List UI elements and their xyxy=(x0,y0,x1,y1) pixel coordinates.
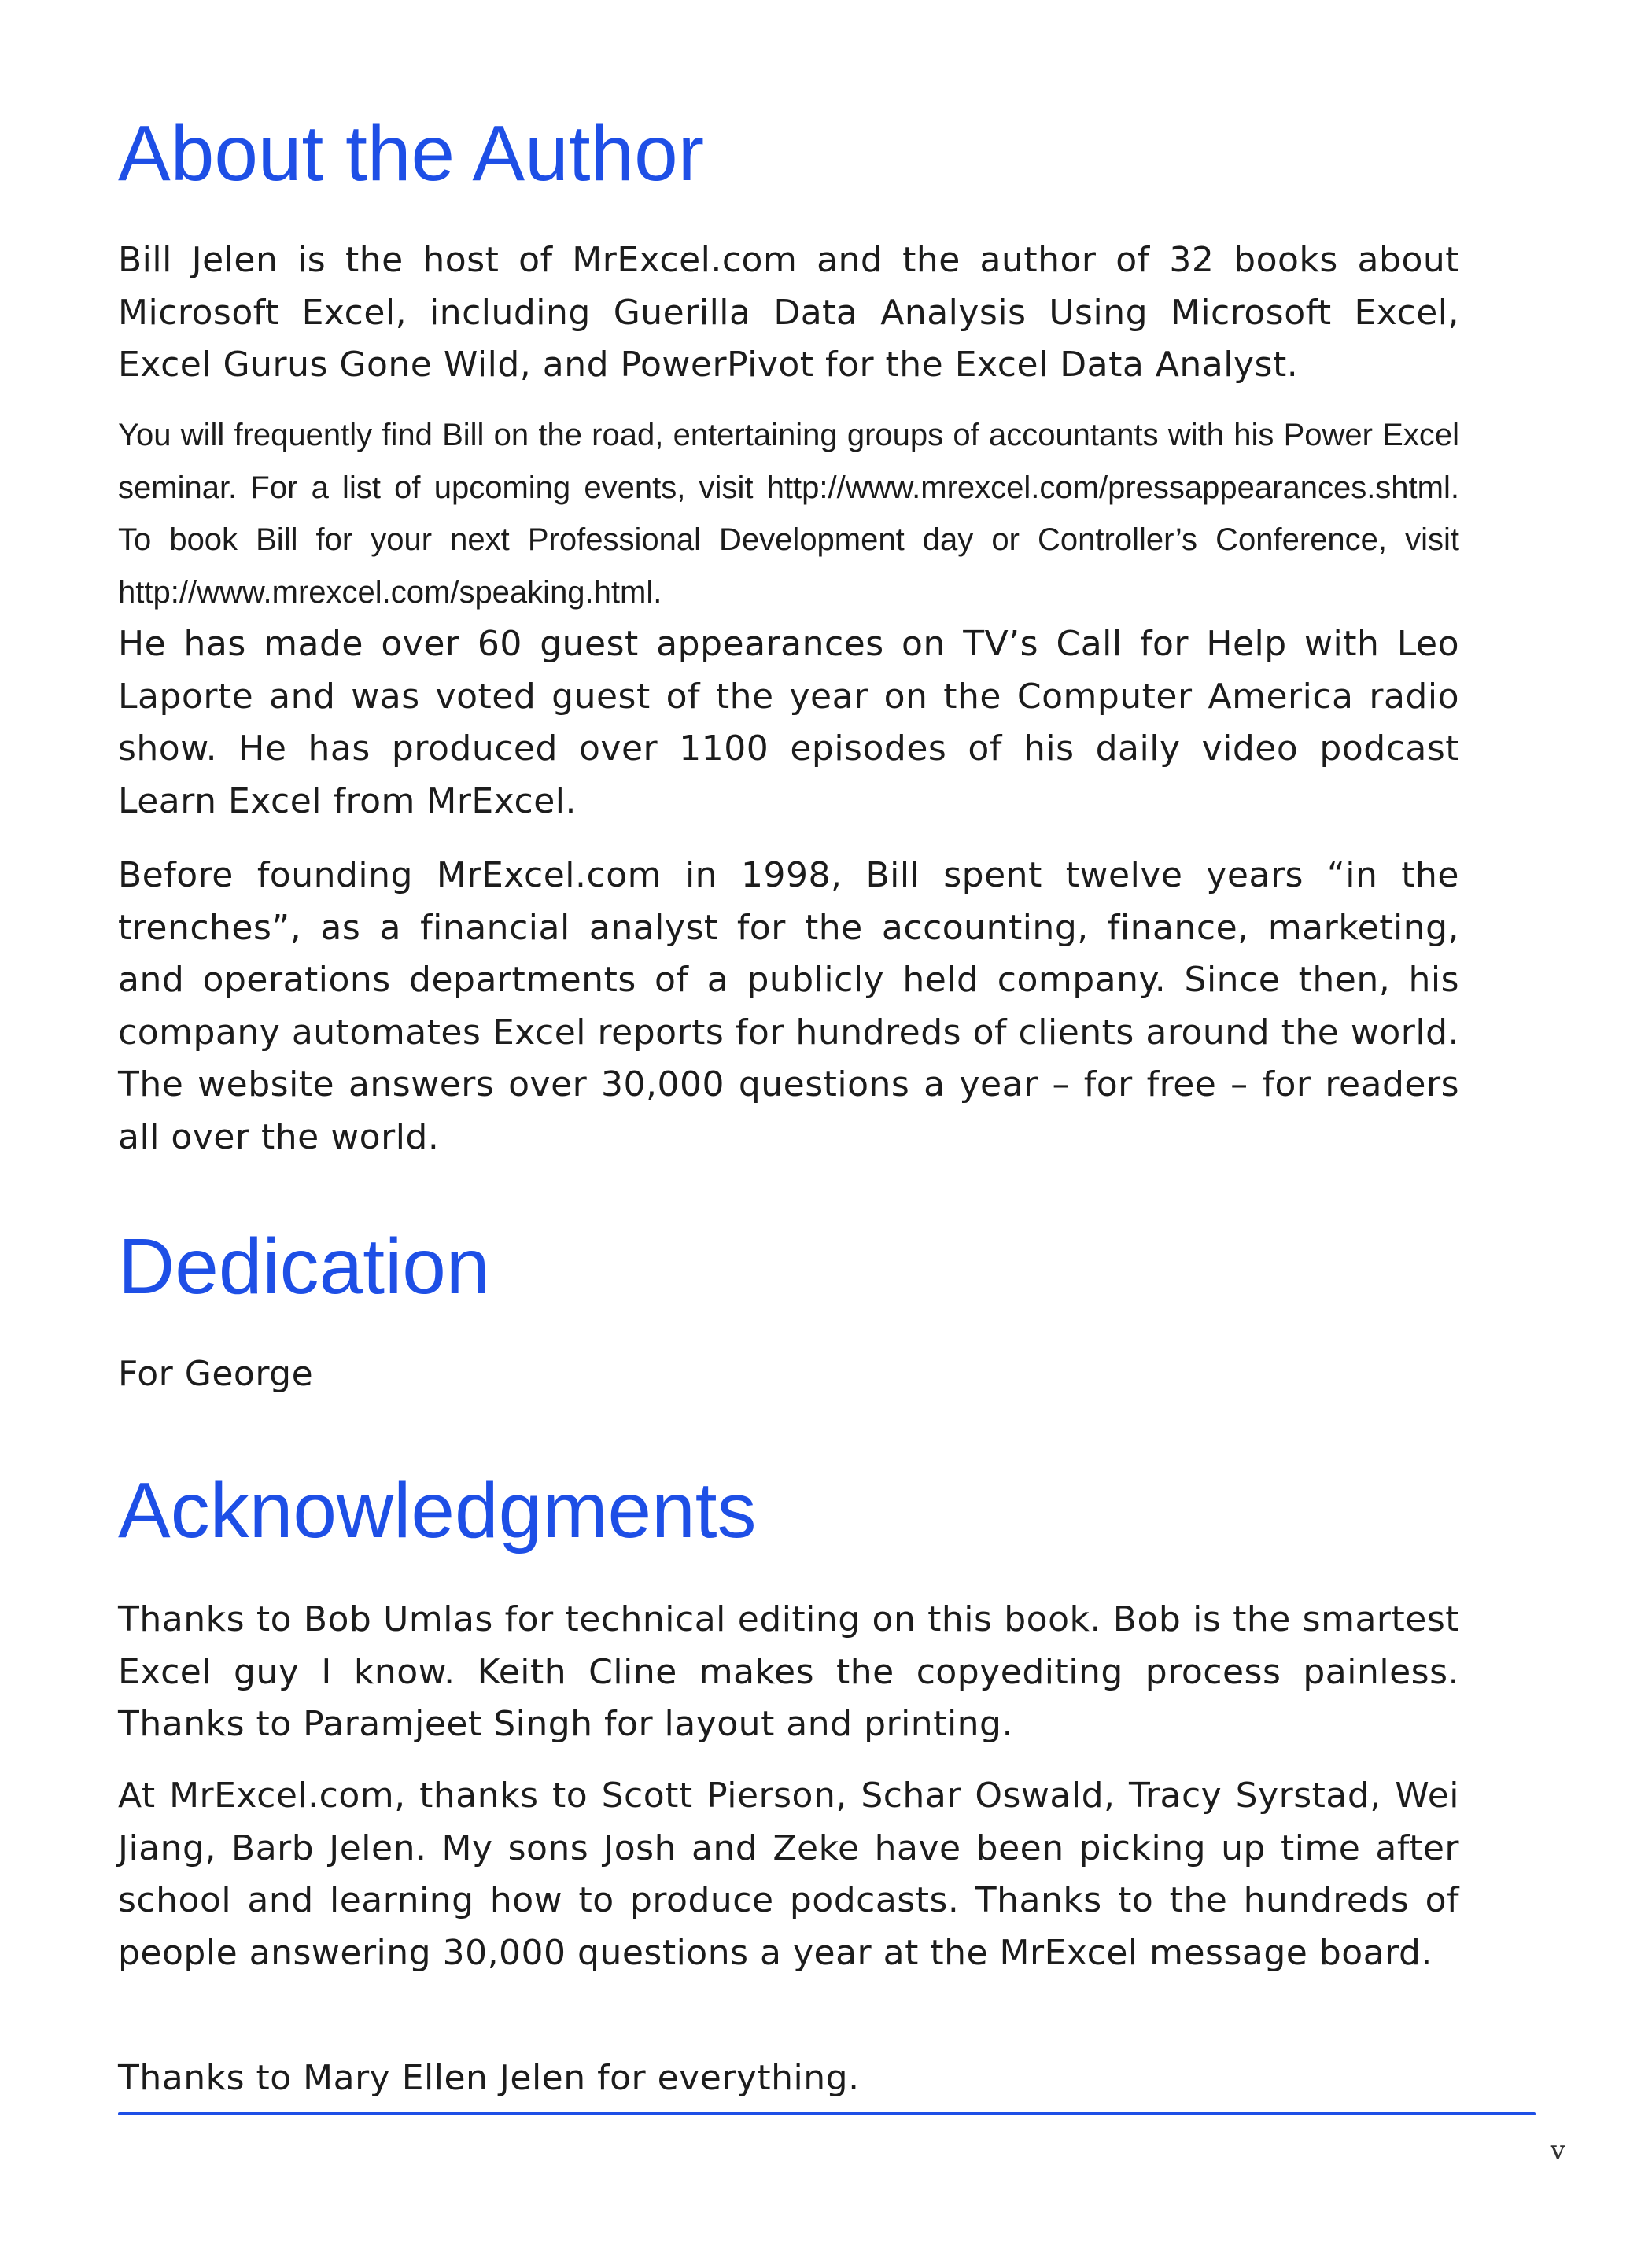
about-paragraph-1: Bill Jelen is the host of MrExcel.com and the author of 32 books about Microsoft Excel, including Guerilla Data Analysis Using Microsoft Excel, Excel Gurus Gone Wild, and PowerPivot for the Excel Data Analyst. xyxy=(118,240,1459,385)
footer-rule xyxy=(118,2112,1536,2115)
acknowledgments-heading: Acknowledgments xyxy=(118,1466,757,1554)
acknowledgments-paragraph-2: At MrExcel.com, thanks to Scott Pierson, Schar Oswald, Tracy Syrstad, Wei Jiang, Barb Jelen. My sons Josh and Zeke have been picking up time after school and learning how to produce podcasts. Thanks to the hundreds of people answering 30,000 questions a year at the MrExcel message board. xyxy=(118,1776,1459,1973)
about-paragraph-3: He has made over 60 guest appearances on TV’s Call for Help with Leo Laporte and was voted guest of the year on the Computer America radio show. He has produced over 1100 episodes of his daily video podcast Learn Excel from MrExcel. xyxy=(118,624,1459,821)
dedication-text: For George xyxy=(118,1354,314,1394)
about-paragraph-4: Before founding MrExcel.com in 1998, Bill spent twelve years “in the trenches”, as a financial analyst for the accounting, finance, marketing, and operations departments of a publicly held company. Since then, his company automates Excel reports for hundreds of clients around the world. The website answers over 30,000 questions a year – for free – for readers all over the world. xyxy=(118,855,1459,1157)
about-author-heading: About the Author xyxy=(118,109,705,197)
page-number: v xyxy=(1550,2135,1565,2166)
acknowledgments-paragraph-3: Thanks to Mary Ellen Jelen for everything. xyxy=(118,2058,860,2098)
book-page xyxy=(118,0,1565,2242)
acknowledgments-paragraph-1: Thanks to Bob Umlas for technical editing on this book. Bob is the smartest Excel guy I know. Keith Cline makes the copyediting process painless. Thanks to Paramjeet Singh for layout and printing. xyxy=(118,1599,1459,1745)
dedication-heading: Dedication xyxy=(118,1222,490,1311)
about-paragraph-2: You will frequently find Bill on the road, entertaining groups of accountants with his Power Excel seminar. For a list of upcoming events, visit http://www.mrexcel.com/pressappearances.shtml. To book Bill for your next Professional Development day or Controller’s Conference, visit http://www.mrexcel.com/speaking.html. xyxy=(118,418,1459,610)
